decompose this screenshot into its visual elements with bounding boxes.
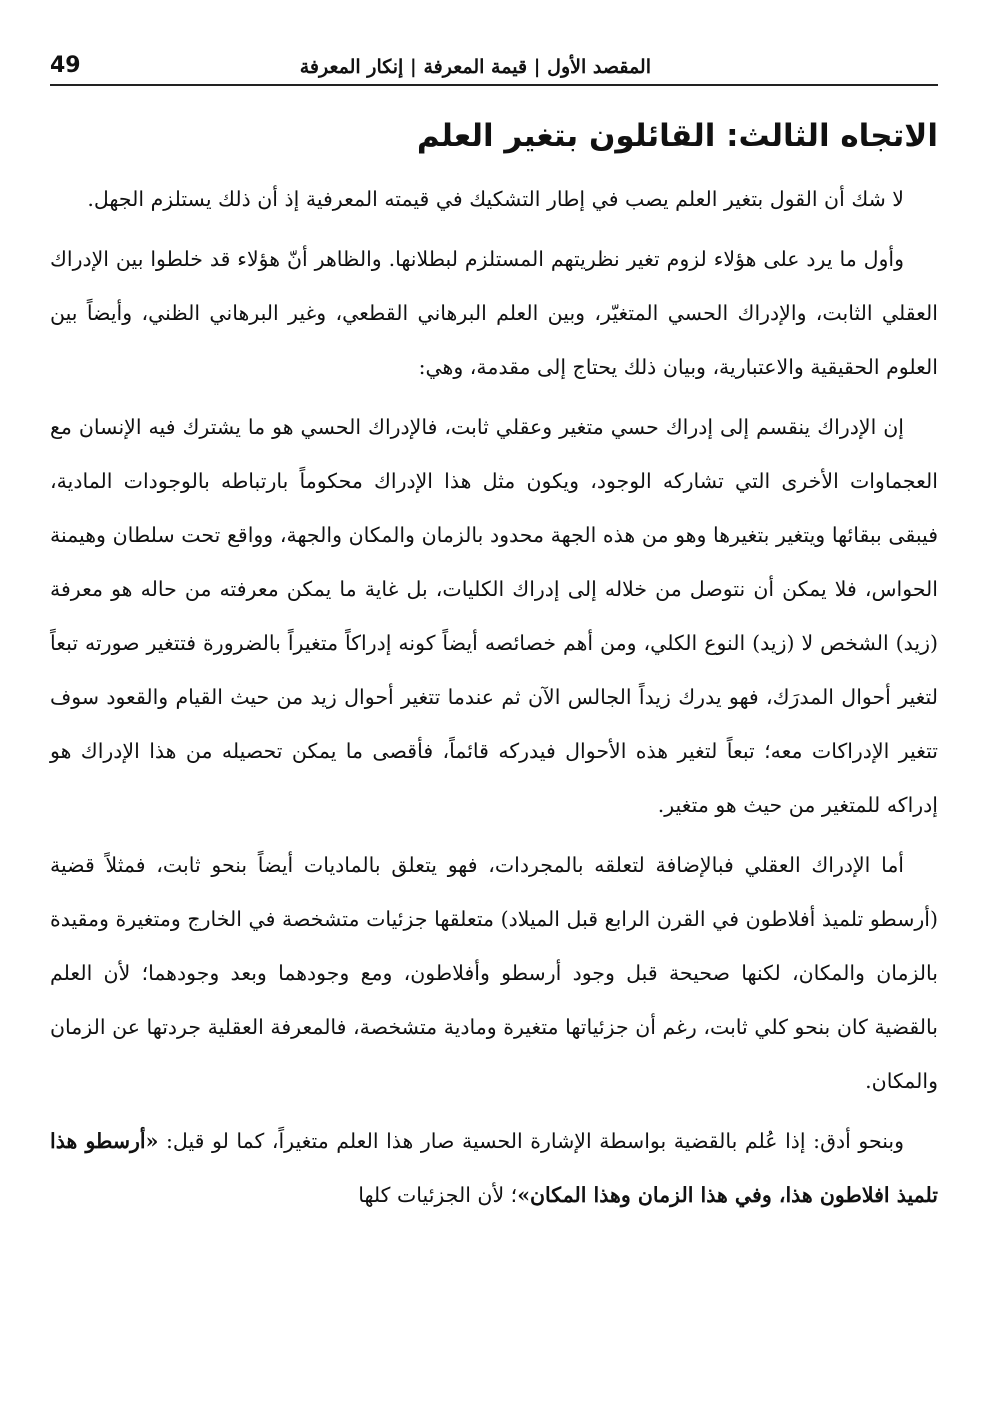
paragraph-5-intro: وبنحو أدق: إذا عُلم بالقضية بواسطة الإشارة الحسية صار هذا العلم متغيراً، كما لو قيل: bbox=[158, 1129, 904, 1153]
running-head: المقصد الأول | قيمة المعرفة | إنكار المعرفة bbox=[299, 56, 651, 78]
page-header bbox=[50, 38, 938, 86]
paragraph-5 bbox=[50, 1114, 938, 1222]
body-text bbox=[50, 172, 938, 1222]
paragraph-2: وأول ما يرد على هؤلاء لزوم تغير نظريتهم المستلزم لبطلانها. والظاهر أنّ هؤلاء قد خلطوا بين الإدراك العقلي الثابت، والإدراك الحسي المتغيّر، وبين العلم البرهاني القطعي، وغير البرهاني الظني، وأيضاً بين العلوم الحقيقية والاعتبارية، وبيان ذلك يحتاج إلى مقدمة، وهي: bbox=[50, 247, 938, 379]
document-page bbox=[50, 38, 938, 1385]
bold-quote: «أرسطو هذا تلميذ افلاطون هذا، وفي هذا الزمان وهذا المكان» bbox=[50, 1129, 938, 1207]
section-title: الاتجاه الثالث: القائلون بتغير العلم bbox=[416, 118, 938, 154]
page-number: 49 bbox=[50, 53, 81, 78]
paragraph-3: إن الإدراك ينقسم إلى إدراك حسي متغير وعقلي ثابت، فالإدراك الحسي هو ما يشترك فيه الإنسان مع العجماوات الأخرى التي تشاركه الوجود، ويكون مثل هذا الإدراك محكوماً بارتباطه بالوجودات المادية، فيبقى ببقائها ويتغير بتغيرها وهو من هذه الجهة محدود بالزمان والمكان والجهة، وواقع تحت سلطان وهيمنة الحواس، فلا يمكن أن نتوصل من خلاله إلى إدراك الكليات، بل غاية ما يمكن معرفته من حاله هو معرفة (زيد) الشخص لا (زيد) النوع الكلي، ومن أهم خصائصه أيضاً كونه إدراكاً متغيراً بالضرورة فتتغير صورته تبعاً لتغير أحوال المدرَك، فهو يدرك زيداً الجالس الآن ثم عندما تتغير أحوال زيد من حيث القيام والقعود سوف تتغير الإدراكات معه؛ تبعاً لتغير هذه الأحوال فيدركه قائماً، فأقصى ما يمكن تحصيله من هذا الإدراك هو إدراكه للمتغير من حيث هو متغير. bbox=[50, 415, 938, 817]
paragraph-5-continuation: ؛ لأن الجزئيات كلها bbox=[358, 1183, 518, 1207]
paragraph-4: أما الإدراك العقلي فبالإضافة لتعلقه بالمجردات، فهو يتعلق بالماديات أيضاً بنحو ثابت، فمثلاً قضية (أرسطو تلميذ أفلاطون في القرن الرابع قبل الميلاد) متعلقها جزئيات متشخصة في الخارج ومتغيرة ومقيدة بالزمان والمكان، لكنها صحيحة قبل وجود أرسطو وأفلاطون، ومع وجودهما وبعد وجودهما؛ لأن العلم بالقضية كان بنحو كلي ثابت، رغم أن جزئياتها متغيرة ومادية متشخصة، فالمعرفة العقلية جردتها عن الزمان والمكان. bbox=[50, 853, 938, 1093]
paragraph-1: لا شك أن القول بتغير العلم يصب في إطار التشكيك في قيمته المعرفية إذ أن ذلك يستلزم الجهل. bbox=[87, 187, 904, 211]
